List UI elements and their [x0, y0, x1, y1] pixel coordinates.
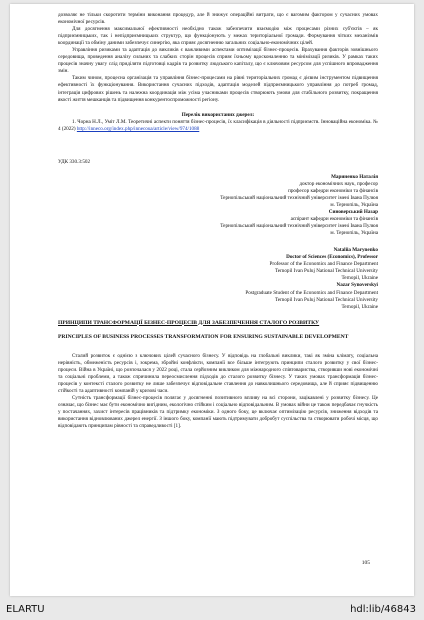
author-detail: Professor of the Economics and Finance Department — [269, 261, 378, 268]
paragraph: Сталий розвиток є однією з ключових цілей сучасного бізнесу. У відповідь на глобальні виклики, такі як зміна клімату, соціальна нерівність, обмеженість ресурсів і, зокрема, збройні конфлікти, компанії все більше інтегрують принципи сталого розвитку у свої бізнес-процеси. Війна в Україні, що розпочалася у 2022 році, стала серйозним викликом для міжнародного співтовариства, створивши нові економічні та соціальні проблеми, а також спричинила переосмислення підходів до сталого розвитку бізнесу. У таких умовах трансформація бізнес-процесів у контексті сталого розвитку не лише забезпечує відповідальне ставлення до навколишнього середовища, але й сприяє підвищенню стійкості та адаптивності компаній у кризові часи. — [58, 352, 378, 394]
author-name: Nazar Synoverskyi — [336, 282, 378, 289]
author-name: Синоверський Назар — [328, 209, 378, 216]
author-detail: Тернопільський національний технічний університет імені Івана Пулюя — [220, 194, 378, 201]
paragraph: Сутність трансформації бізнес-процесів полягає у досягненні позитивного впливу на всі сторони, зацікавлені у розвитку бізнесу. Це означає, що бізнес має бути економічно вигідним, екологічно стійким і соціально відповідальним. В умовах війни це також передбачає гнучкість у постачаннях, захист інтересів працівників та підтримку економіки. З одного боку, це включає оптимізацію ресурсів, зниження відходів та використання відновлюваних джерел енергії. З іншого боку, компанії мають підтримувати добробут суспільства та створювати робочі місця, що відповідають принципам рівності та справедливості [1]. — [58, 395, 378, 430]
author-detail: Ternopil Ivan Puluj National Technical University — [275, 268, 378, 275]
author-detail: Ternopil, Ukraine — [341, 275, 378, 282]
document-page — [10, 4, 414, 596]
footer-handle: hdl:lib/46843 — [350, 604, 416, 615]
article-title-uk: ПРИНЦИПИ ТРАНСФОРМАЦІЇ БІЗНЕС-ПРОЦЕСІВ ДЛЯ ЗАБЕЗПЕЧЕННЯ СТАЛОГО РОЗВИТКУ — [58, 319, 320, 326]
paragraph: Для досягнення максимальної ефективності необхідно також забезпечити взаємодію між процесами різних суб'єктів – як підприємницьких, так і непідприємницьких структур, що функціонують у межах територіальної громади. Формування чітких механізмів координації та обміну даними забезпечує синергію, яка сприяє досягненню загальних соціально-економічних цілей. — [58, 26, 378, 47]
paragraph: Управління ризиками та адаптація до викликів є важливими аспектами оптимізації бізнес-процесів. Врахування факторів зовнішнього середовища, проведення аналізу сильних та слабких сторін процесів сприяє їхньому вдосконаленню та мінімізації ризиків. У рамках таких процесів значну увагу слід приділяти підготовці кадрів та розвитку людського капіталу, що є ключовим ресурсом для успішного впровадження змін. — [58, 47, 378, 75]
author-detail: м. Тернопіль, Україна — [330, 201, 378, 208]
references-heading: Перелік використаних джерел: — [181, 111, 255, 118]
author-detail: аспірант кафедри економіки та фінансів — [290, 216, 378, 223]
page-content — [58, 12, 378, 430]
footer-source-label: ELARTU — [6, 604, 45, 615]
author-detail: Doctor of Sciences (Economics), Professor — [286, 254, 378, 261]
author-detail: Тернопільський національний технічний університет імені Івана Пулюя — [220, 223, 378, 230]
paragraph: дозволяє не тільки скоротити терміни виконання процедур, але й знижує операційні витрати, що є вагомим фактором у сучасних умовах економічної ресурсів. — [58, 12, 378, 26]
reference-entry — [58, 119, 378, 133]
author-detail: Ternopil, Ukraine — [341, 303, 378, 310]
udk-code: УДК 330.3:502 — [58, 158, 91, 165]
paragraph: Таким чином, процесна організація та управління бізнес-процесами на рівні територіальних громад є дієвим інструментом підвищення ефективності їх функціонування. Використання сучасних підходів, адаптація моделей підприємницького управління до потреб громад, інтеграція цифрових рішень та належна координація між усіма учасниками процесів створюють умови для стабільного розвитку, покращення якості життя мешканців та підвищення конкурентоспроможності регіону. — [58, 75, 378, 103]
page-number: 105 — [361, 560, 370, 566]
author-detail: доктор економічних наук, професор — [299, 180, 378, 187]
reference-text: 1. Чорна Н.Л., Уміт Л.М. Теоретичні аспекти поняття бізнес-процесів, їх класифікація в діяльності підприємств. Інноваційна економіка. № 4 (2022) — [58, 118, 378, 132]
author-name: Nataliia Marynenko — [333, 247, 378, 254]
reference-link[interactable]: http://inneco.org/index.php/innecoua/article/view/974/1088 — [76, 125, 200, 132]
article-title-en: PRINCIPLES OF BUSINESS PROCESSES TRANSFORMATION FOR ENSURING SUSTAINABLE DEVELOPMENT — [58, 333, 349, 340]
author-detail: Ternopil Ivan Puluj National Technical University — [275, 296, 378, 303]
footer-bar — [0, 600, 424, 620]
author-detail: професор кафедри економіки та фінансів — [288, 187, 378, 194]
author-detail: Postgraduate Student of the Economics and Finance Department — [245, 289, 378, 296]
authors-uk — [58, 174, 378, 237]
author-detail: м. Тернопіль, Україна — [330, 230, 378, 237]
author-name: Мариненко Наталія — [331, 173, 378, 180]
authors-en — [58, 247, 378, 310]
article-body — [58, 353, 378, 431]
